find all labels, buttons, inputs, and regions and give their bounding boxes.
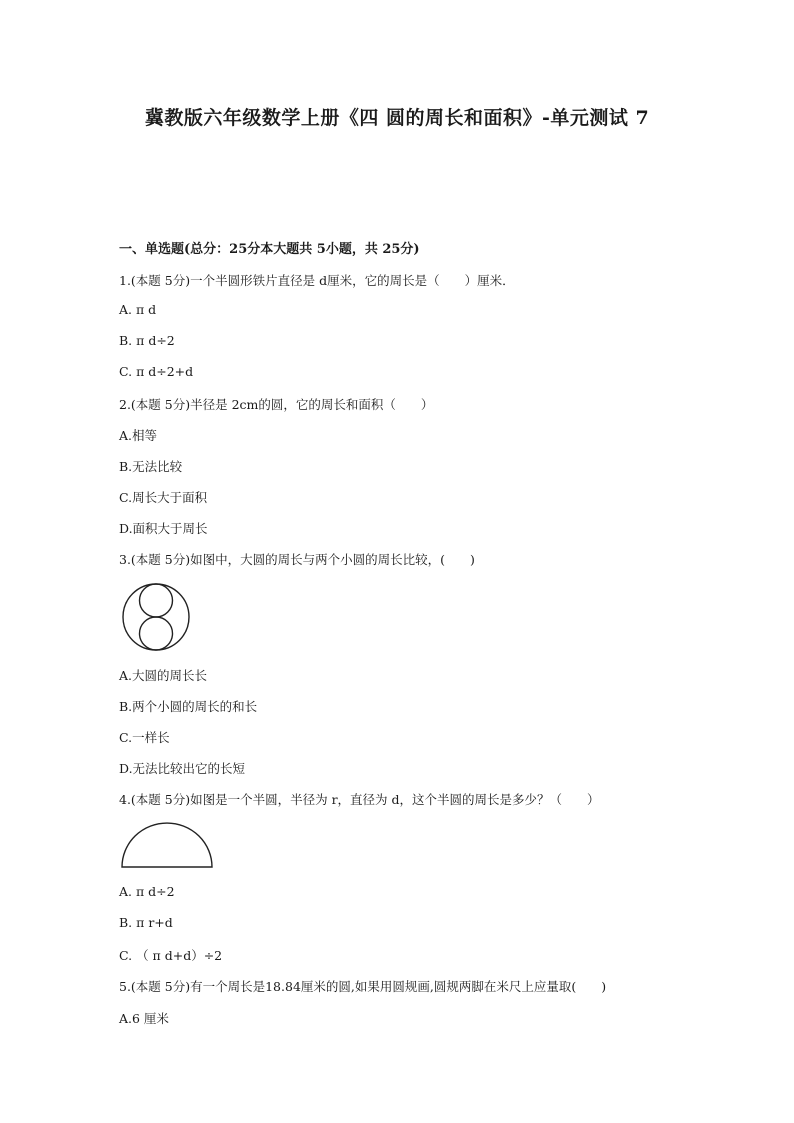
question-3-option-d: D.无法比较出它的长短: [119, 761, 246, 776]
section-header: 一、单选题(总分：25分本大题共 5小题，共 25分): [119, 242, 420, 257]
question-5-stem: 5.(本题 5分)有一个周长是18.84厘米的圆,如果用圆规画,圆规两脚在米尺上应量取( ): [119, 979, 607, 994]
small-circle-top: [140, 584, 173, 617]
small-circle-bottom: [140, 617, 173, 650]
question-2-stem: 2.(本题 5分)半径是 2cm的圆，它的周长和面积（ ）: [119, 397, 434, 412]
document-title: 冀教版六年级数学上册《四 圆的周长和面积》-单元测试 7: [144, 107, 650, 129]
question-5-option-a: A.6 厘米: [119, 1011, 169, 1026]
semicircle-shape: [122, 823, 212, 867]
question-4-option-c: C. （ π d+d）÷2: [119, 948, 223, 963]
semicircle-figure: [119, 820, 215, 870]
question-3-stem: 3.(本题 5分)如图中，大圆的周长与两个小圆的周长比较，( ): [119, 552, 475, 567]
question-2-option-a: A.相等: [119, 428, 158, 443]
question-1-option-c: C. π d÷2+d: [119, 364, 194, 379]
question-2-option-c: C.周长大于面积: [119, 490, 208, 505]
question-3-option-c: C.一样长: [119, 730, 170, 745]
question-3-option-a: A.大圆的周长长: [119, 668, 208, 683]
question-4-option-a: A. π d÷2: [119, 884, 175, 899]
question-1-stem: 1.(本题 5分)一个半圆形铁片直径是 d厘米，它的周长是（ ）厘米．: [119, 273, 515, 288]
question-2-option-d: D.面积大于周长: [119, 521, 208, 536]
circles-figure: [119, 581, 195, 653]
question-4-stem: 4.(本题 5分)如图是一个半圆，半径为 r，直径为 d，这个半圆的周长是多少？（ ）: [119, 792, 600, 807]
question-1-option-a: A. π d: [119, 302, 157, 317]
question-4-option-b: B. π r+d: [119, 915, 173, 930]
question-2-option-b: B.无法比较: [119, 459, 183, 474]
question-3-option-b: B.两个小圆的周长的和长: [119, 699, 258, 714]
question-1-option-b: B. π d÷2: [119, 333, 175, 348]
